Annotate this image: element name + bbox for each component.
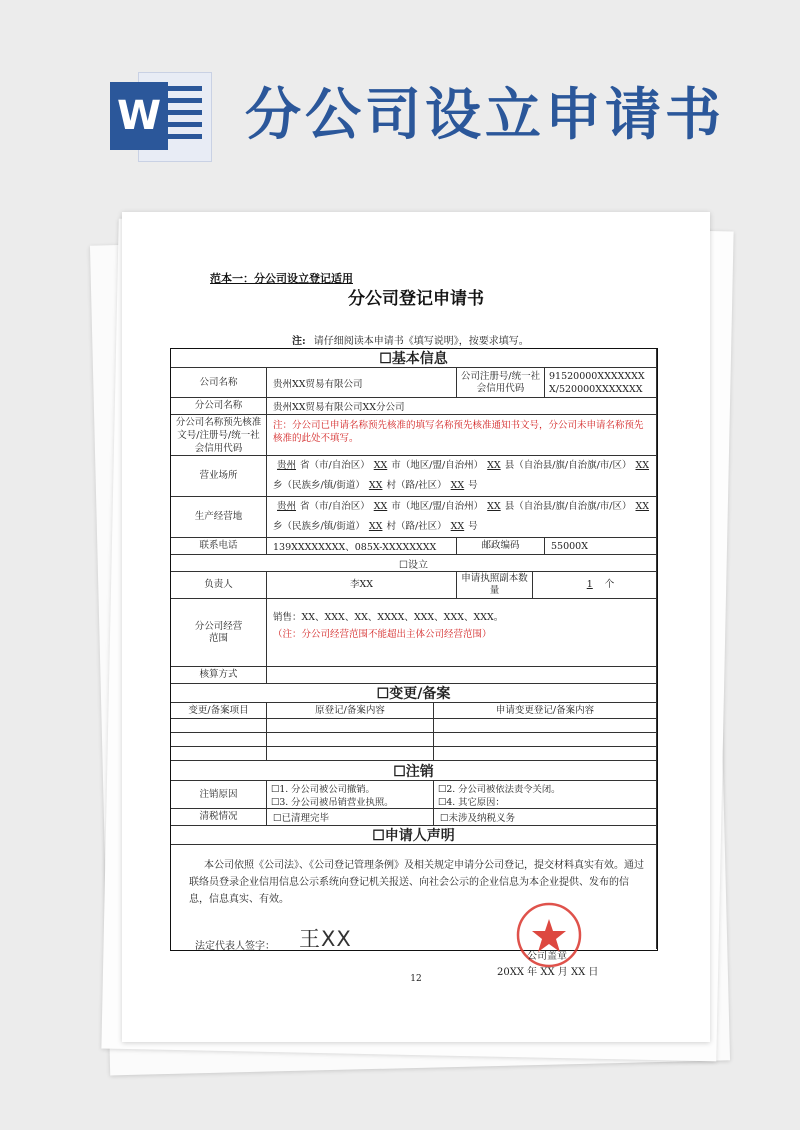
- prelim-approval-note: 注：分公司已申请名称预先核准的填写名称预先核准通知书文号，分公司未申请名称预先核准的此处不填写。: [267, 415, 657, 456]
- banner: [0, 0, 800, 175]
- scope-label: 分公司经营范围: [171, 599, 267, 667]
- change-cell: [434, 719, 657, 733]
- scope-text: 销售：XX、XXX、XX、XXXX、XXX、XXX、XXX。: [273, 612, 504, 623]
- cancel-reasons-right: [434, 781, 657, 809]
- section-declaration: ☐申请人声明: [171, 826, 657, 845]
- postcode-value: 55000X: [545, 538, 657, 555]
- declaration-date: 20XX 年 XX 月 XX 日: [497, 967, 599, 978]
- accounting-label: 核算方式: [171, 667, 267, 684]
- scope-value: [267, 599, 657, 667]
- business-site-address: 贵州 省（市/自治区） XX 市（地区/盟/自治州） XX 县（自治县/旗/自治旗/市/区） XX乡（民族乡/镇/街道） XX 村（路/社区） XX 号: [267, 456, 657, 497]
- company-name-value: 贵州XX贸易有限公司: [267, 368, 457, 398]
- change-cell: [171, 719, 267, 733]
- cancel-option-3[interactable]: ☐3. 分公司被吊销营业执照。: [271, 797, 394, 808]
- tax-option-none[interactable]: ☐未涉及纳税义务: [434, 809, 657, 826]
- company-name-label: 公司名称: [171, 368, 267, 398]
- tax-status-label: 清税情况: [171, 809, 267, 826]
- principal-label: 负责人: [171, 572, 267, 599]
- cancel-option-1[interactable]: ☐1. 分公司被公司撤销。: [271, 784, 375, 795]
- application-form: [170, 348, 658, 978]
- reg-no-label: 公司注册号/统一社会信用代码: [457, 368, 545, 398]
- section-change: ☐变更/备案: [171, 684, 657, 703]
- section-establish: ☐设立: [171, 555, 657, 572]
- change-cell: [434, 733, 657, 747]
- production-site-label: 生产经营地: [171, 497, 267, 538]
- branch-name-value: 贵州XX贸易有限公司XX分公司: [267, 398, 657, 415]
- postcode-label: 邮政编码: [457, 538, 545, 555]
- cancel-option-4[interactable]: ☐4. 其它原因：: [438, 797, 505, 808]
- change-cell: [171, 747, 267, 761]
- accounting-value: [267, 667, 657, 684]
- scope-note: （注：分公司经营范围不能超出主体公司经营范围）: [273, 629, 492, 640]
- cancel-reasons-left: [267, 781, 434, 809]
- copies-label: 申请执照副本数量: [457, 572, 533, 599]
- change-cell: [434, 747, 657, 761]
- change-col-item: 变更/备案项目: [171, 703, 267, 719]
- principal-value: 李XX: [267, 572, 457, 599]
- branch-name-label: 分公司名称: [171, 398, 267, 415]
- change-col-requested: 申请变更登记/备案内容: [434, 703, 657, 719]
- prelim-approval-label: 分公司名称预先核准文号/注册号/统一社会信用代码: [171, 415, 267, 456]
- banner-title: 分公司设立申请书: [245, 83, 725, 148]
- section-basic-info: ☐基本信息: [171, 349, 657, 368]
- cancel-option-2[interactable]: ☐2. 分公司被依法责令关闭。: [438, 784, 561, 795]
- phone-value: 139XXXXXXXX、085X-XXXXXXXX: [267, 538, 457, 555]
- copies-value: 1 个: [533, 572, 657, 599]
- change-col-original: 原登记/备案内容: [267, 703, 434, 719]
- change-cell: [267, 733, 434, 747]
- document-page: [122, 212, 710, 1042]
- word-icon: [110, 72, 215, 160]
- signer-label: 法定代表人签字：: [195, 941, 275, 952]
- page-number: 12: [410, 974, 422, 984]
- phone-label: 联系电话: [171, 538, 267, 555]
- cancel-reason-label: 注销原因: [171, 781, 267, 809]
- production-site-address: 贵州 省（市/自治区） XX 市（地区/盟/自治州） XX 县（自治县/旗/自治旗/市/区） XX乡（民族乡/镇/街道） XX 村（路/社区） XX 号: [267, 497, 657, 538]
- word-icon-letter: W: [110, 82, 168, 150]
- tax-option-cleared[interactable]: ☐已清理完毕: [267, 809, 434, 826]
- section-cancel: ☐注销: [171, 761, 657, 781]
- declaration-box: [171, 845, 657, 978]
- seal-label: 公司盖章: [527, 951, 567, 962]
- business-site-label: 营业场所: [171, 456, 267, 497]
- change-cell: [267, 747, 434, 761]
- change-cell: [267, 719, 434, 733]
- reg-no-value: 91520000XXXXXXXX/520000XXXXXXX: [545, 368, 657, 398]
- fill-note: 注: 请仔细阅读本申请书《填写说明》，按要求填写。: [292, 336, 529, 347]
- declaration-text: 本公司依照《公司法》、《公司登记管理条例》及相关规定申请分公司登记，提交材料真实有效。通过联络员登录企业信用信息公示系统向登记机关报送、向社会公示的企业信息为本企业提供、发布的信息，信息真实、有效。: [189, 860, 644, 905]
- signature: 王XX: [299, 927, 352, 951]
- sample-label: 范本一：分公司设立登记适用: [210, 272, 353, 285]
- change-cell: [171, 733, 267, 747]
- form-title: 分公司登记申请书: [348, 289, 484, 309]
